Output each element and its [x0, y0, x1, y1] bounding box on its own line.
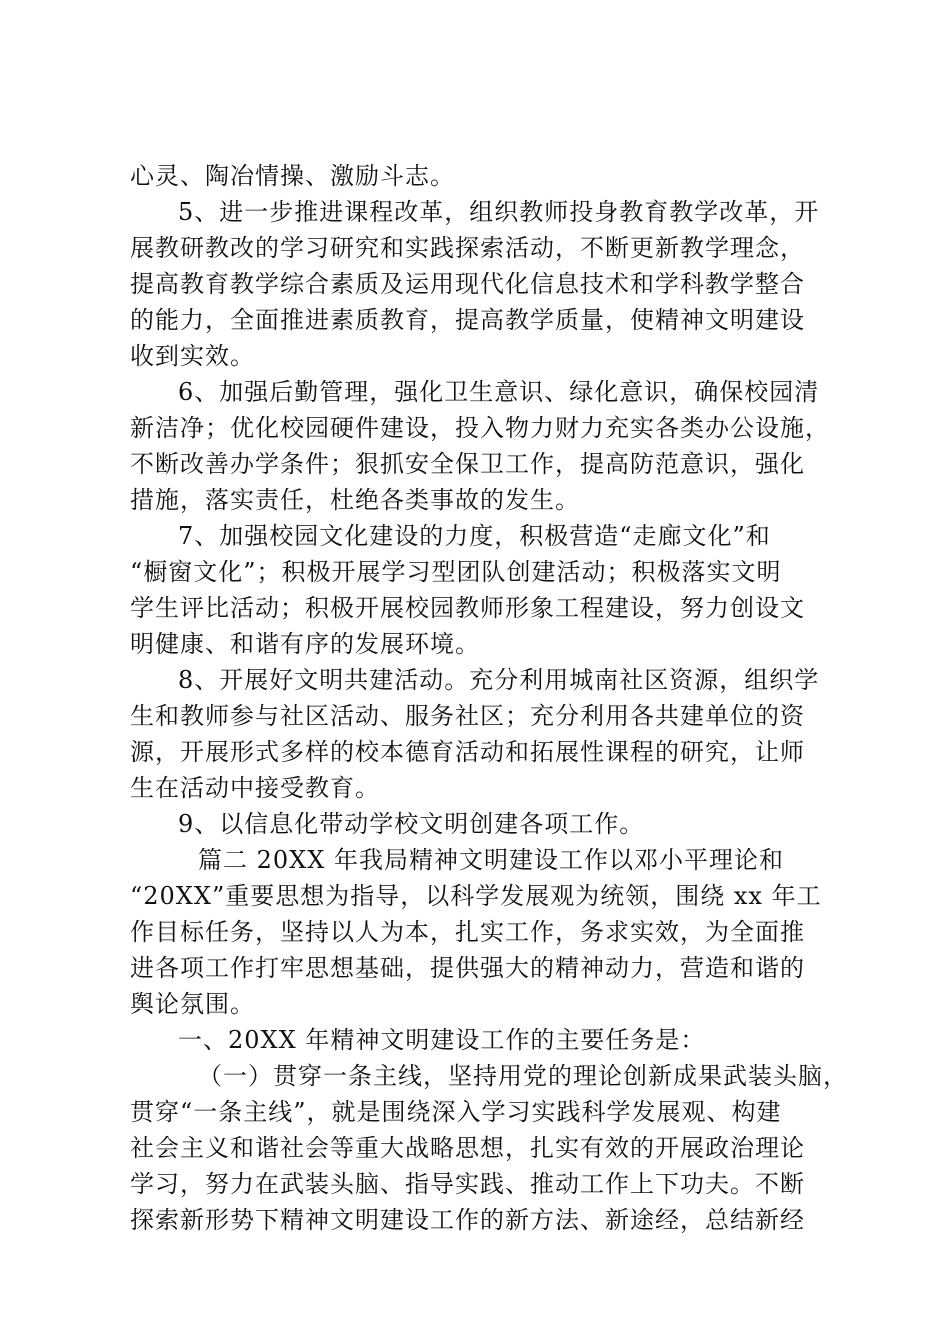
text-line: 7、加强校园文化建设的力度，积极营造“走廊文化”和 [178, 522, 771, 550]
text-line: 收到实效。 [130, 342, 255, 370]
text-line: 作目标任务，坚持以人为本，扎实工作，务求实效，为全面推 [130, 918, 805, 946]
text-line: 源，开展形式多样的校本德育活动和拓展性课程的研究，让师 [130, 738, 805, 766]
text-line: 生和教师参与社区活动、服务社区；充分利用各共建单位的资 [130, 702, 805, 730]
text-line: 社会主义和谐社会等重大战略思想，扎实有效的开展政治理论 [130, 1134, 805, 1162]
text-line: 6、加强后勤管理，强化卫生意识、绿化意识，确保校园清 [178, 378, 820, 406]
text-line: 5、进一步推进课程改革，组织教师投身教育教学改革，开 [178, 198, 820, 226]
text-line: 舆论氛围。 [130, 990, 255, 1018]
text-line: 贯穿“一条主线”，就是围绕深入学习实践科学发展观、构建 [130, 1098, 782, 1126]
text-line: 生在活动中接受教育。 [130, 774, 380, 802]
text-line: 学习，努力在武装头脑、指导实践、推动工作上下功夫。不断 [130, 1170, 805, 1198]
text-line: 不断改善办学条件；狠抓安全保卫工作，提高防范意识，强化 [130, 450, 805, 478]
text-line: 心灵、陶冶情操、激励斗志。 [130, 162, 455, 190]
text-line: “橱窗文化”；积极开展学习型团队创建活动；积极落实文明 [130, 558, 782, 586]
text-line: 进各项工作打牢思想基础，提供强大的精神动力，营造和谐的 [130, 954, 805, 982]
text-line: 展教研教改的学习研究和实践探索活动，不断更新教学理念， [130, 234, 805, 262]
text-line: 篇二 20XX 年我局精神文明建设工作以邓小平理论和 [198, 846, 784, 874]
text-line: 措施，落实责任，杜绝各类事故的发生。 [130, 486, 580, 514]
text-line: 学生评比活动；积极开展校园教师形象工程建设，努力创设文 [130, 594, 805, 622]
text-line: 提高教育教学综合素质及运用现代化信息技术和学科教学整合 [130, 270, 805, 298]
text-line: 新洁净；优化校园硬件建设，投入物力财力充实各类办公设施， [130, 414, 830, 442]
text-line: 一、20XX 年精神文明建设工作的主要任务是： [178, 1026, 706, 1054]
text-line: 探索新形势下精神文明建设工作的新方法、新途经，总结新经 [130, 1206, 805, 1234]
text-line: 明健康、和谐有序的发展环境。 [130, 630, 480, 658]
text-line: 9、以信息化带动学校文明创建各项工作。 [178, 810, 645, 838]
text-line: 的能力，全面推进素质教育，提高教学质量，使精神文明建设 [130, 306, 805, 334]
text-line: 8、开展好文明共建活动。充分利用城南社区资源，组织学 [178, 666, 820, 694]
text-line: （一）贯穿一条主线，坚持用党的理论创新成果武装头脑， [198, 1062, 848, 1090]
text-line: “20XX”重要思想为指导，以科学发展观为统领，围绕 xx 年工 [130, 882, 822, 910]
